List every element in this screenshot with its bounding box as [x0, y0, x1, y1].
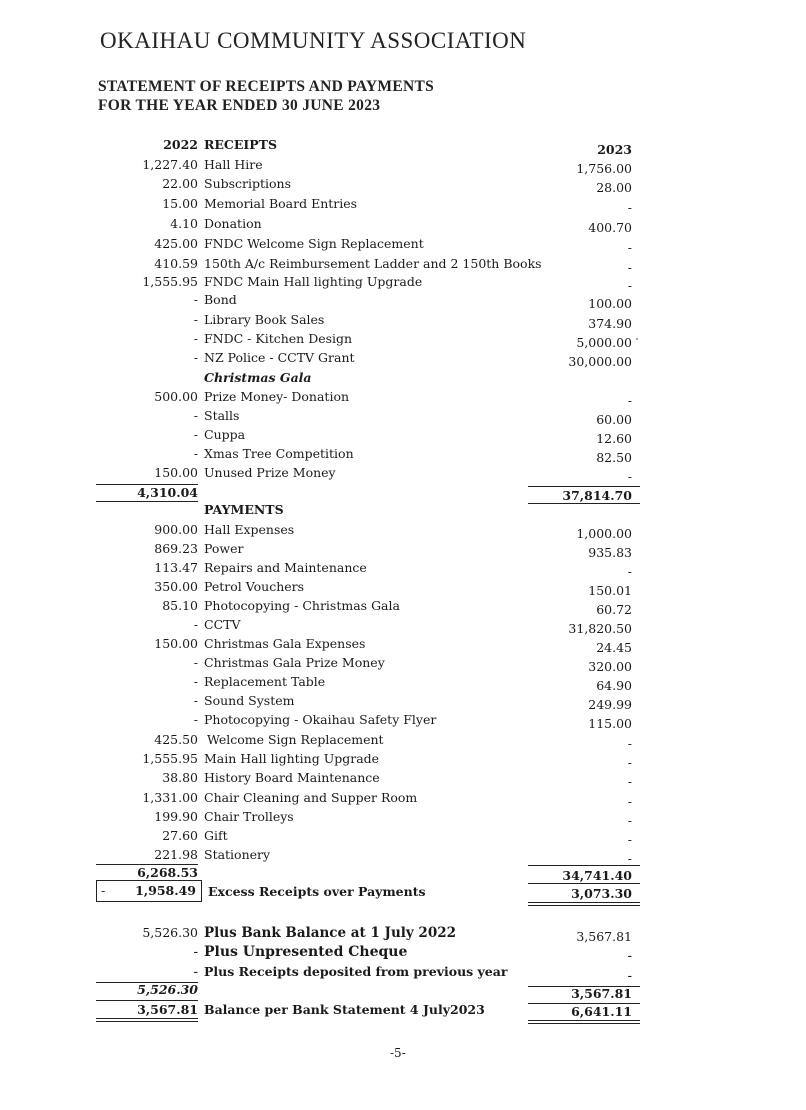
year-2022-header: 2022 [163, 137, 198, 152]
line-label: Plus Unpresented Cheque [204, 944, 408, 960]
bank-subtotal-2023: 3,567.81 [571, 986, 632, 1001]
table-row [0, 560, 806, 578]
line-label: Chair Cleaning and Supper Room [204, 790, 418, 805]
amount-2023: 400.70 [588, 220, 632, 235]
amount-2023: 935.83 [588, 545, 632, 560]
line-label: Christmas Gala Expenses [204, 636, 366, 651]
bank-subtotal-row [0, 982, 806, 1000]
amount-2022: 869.23 [154, 541, 198, 556]
rule-2023 [528, 905, 640, 906]
amount-2023: 60.72 [596, 602, 632, 617]
line-label: Repairs and Maintenance [204, 560, 367, 575]
statement-period: FOR THE YEAR ENDED 30 JUNE 2023 [98, 97, 381, 114]
table-row [0, 636, 806, 654]
amount-2022: 350.00 [154, 579, 198, 594]
bank-final-label: Balance per Bank Statement 4 July2023 [204, 1002, 485, 1017]
rule-2023 [528, 902, 640, 903]
amount-2023: - [627, 813, 632, 828]
amount-2022: 27.60 [162, 828, 198, 843]
amount-2023: - [627, 851, 632, 866]
excess-2023: 3,073.30 [571, 886, 632, 901]
line-label: Main Hall lighting Upgrade [204, 751, 380, 766]
table-row [0, 809, 806, 827]
table-row [0, 847, 806, 865]
line-label: Unused Prize Money [204, 465, 336, 480]
amount-2022: - [193, 292, 198, 307]
table-row [0, 674, 806, 692]
rule-2022 [96, 1000, 198, 1001]
payments-heading: PAYMENTS [204, 502, 284, 517]
line-label: Photocopying - Christmas Gala [204, 598, 400, 613]
line-label: Bond [204, 292, 237, 307]
amount-2023: 28.00 [596, 180, 632, 195]
line-label: Hall Expenses [204, 522, 295, 537]
amount-2023: 374.90 [588, 316, 632, 331]
amount-2023: - [627, 200, 632, 215]
table-row [0, 617, 806, 635]
table-row [0, 331, 806, 349]
amount-2023: - [627, 755, 632, 770]
receipts-total-2022: 4,310.04 [137, 485, 198, 500]
amount-2022: 425.50 [154, 732, 198, 747]
line-label: Prize Money- Donation [204, 389, 350, 404]
amount-2023: - [627, 968, 632, 984]
bank-final-2023: 6,641.11 [571, 1004, 632, 1019]
table-row [0, 312, 806, 330]
line-label: Hall Hire [204, 157, 263, 172]
table-row [0, 256, 806, 274]
amount-2022: - [193, 964, 198, 980]
line-label: Stalls [204, 408, 240, 423]
line-label: Chair Trolleys [204, 809, 294, 824]
table-row [0, 541, 806, 559]
line-label: Subscriptions [204, 176, 292, 191]
amount-2023: - [627, 774, 632, 789]
scan-speck [636, 338, 638, 340]
payments-header-row [0, 502, 806, 520]
amount-2022: - [193, 655, 198, 670]
bank-subtotal-2022: 5,526.30 [137, 982, 198, 997]
amount-2023: - [627, 832, 632, 847]
rule-2022 [96, 1021, 198, 1022]
amount-2022: 410.59 [154, 256, 198, 271]
table-row [0, 196, 806, 214]
amount-2022: 1,555.95 [142, 751, 198, 766]
page-number: -5- [390, 1046, 406, 1060]
excess-row [0, 884, 806, 902]
amount-2023: - [627, 260, 632, 275]
table-row [0, 655, 806, 673]
line-label: Replacement Table [204, 674, 326, 689]
table-row [0, 522, 806, 540]
excess-2022: 1,958.49 [135, 883, 196, 898]
amount-2022: 15.00 [162, 196, 198, 211]
amount-2022: 85.10 [162, 598, 198, 613]
amount-2022: 900.00 [154, 522, 198, 537]
gala-heading-row [0, 370, 806, 388]
amount-2023: 30,000.00 [568, 354, 632, 369]
amount-2023: 115.00 [588, 716, 632, 731]
line-label: CCTV [204, 617, 241, 632]
amount-2023: 100.00 [588, 296, 632, 311]
table-row [0, 157, 806, 175]
amount-2022: 113.47 [154, 560, 198, 575]
table-row [0, 408, 806, 426]
table-row [0, 598, 806, 616]
line-label: NZ Police - CCTV Grant [204, 350, 355, 365]
line-label: FNDC Welcome Sign Replacement [204, 236, 424, 251]
line-label: FNDC Main Hall lighting Upgrade [204, 274, 423, 289]
amount-2023: 1,000.00 [576, 526, 632, 541]
table-row [0, 944, 806, 962]
rule-2022 [96, 1018, 198, 1019]
table-row [0, 712, 806, 730]
table-row [0, 446, 806, 464]
table-row [0, 751, 806, 769]
table-row [0, 770, 806, 788]
year-2023-header: 2023 [597, 142, 632, 157]
line-label: History Board Maintenance [204, 770, 380, 785]
amount-2022: 5,526.30 [142, 925, 198, 940]
christmas-gala-heading: Christmas Gala [204, 370, 312, 385]
amount-2022: - [193, 712, 198, 727]
organization-name: OKAIHAU COMMUNITY ASSOCIATION [100, 28, 527, 53]
amount-2022: 1,555.95 [142, 274, 198, 289]
table-row [0, 828, 806, 846]
amount-2022: 38.80 [162, 770, 198, 785]
excess-label: Excess Receipts over Payments [208, 884, 426, 899]
line-label: Library Book Sales [204, 312, 325, 327]
line-label: Petrol Vouchers [204, 579, 305, 594]
table-row [0, 465, 806, 483]
amount-2023: 31,820.50 [568, 621, 632, 636]
amount-2023: 12.60 [596, 431, 632, 446]
table-row [0, 732, 806, 750]
table-row [0, 427, 806, 445]
line-label: Christmas Gala Prize Money [204, 655, 385, 670]
amount-2023: 150.01 [588, 583, 632, 598]
receipts-header-row [0, 137, 806, 155]
amount-2022: 150.00 [154, 465, 198, 480]
line-label: FNDC - Kitchen Design [204, 331, 353, 346]
line-label: Stationery [204, 847, 271, 862]
amount-2023: 60.00 [596, 412, 632, 427]
amount-2023: 82.50 [596, 450, 632, 465]
line-label: Sound System [204, 693, 295, 708]
table-row [0, 350, 806, 368]
amount-2023: 24.45 [596, 640, 632, 655]
amount-2022: 500.00 [154, 389, 198, 404]
receipts-heading: RECEIPTS [204, 137, 277, 152]
amount-2022: - [193, 617, 198, 632]
statement-title: STATEMENT OF RECEIPTS AND PAYMENTS [98, 78, 435, 95]
receipts-total-2023: 37,814.70 [562, 488, 632, 503]
line-label: Welcome Sign Replacement [207, 732, 384, 747]
line-label: Photocopying - Okaihau Safety Flyer [204, 712, 437, 727]
negative-sign: - [101, 883, 106, 898]
table-row [0, 216, 806, 234]
amount-2022: 1,227.40 [142, 157, 198, 172]
amount-2022: 22.00 [162, 176, 198, 191]
amount-2023: - [627, 794, 632, 809]
amount-2023: - [627, 736, 632, 751]
amount-2022: 221.98 [154, 847, 198, 862]
table-row [0, 790, 806, 808]
amount-2022: - [193, 427, 198, 442]
line-label: Xmas Tree Competition [204, 446, 354, 461]
amount-2023: - [627, 240, 632, 255]
amount-2022: 1,331.00 [142, 790, 198, 805]
amount-2023: 1,756.00 [576, 161, 632, 176]
payments-total-2022: 6,268.53 [137, 865, 198, 880]
table-row [0, 389, 806, 407]
line-label: Memorial Board Entries [204, 196, 358, 211]
amount-2023: - [627, 948, 632, 964]
amount-2022: - [193, 674, 198, 689]
line-label: 150th A/c Reimbursement Ladder and 2 150th Books [204, 256, 542, 271]
amount-2022: 4.10 [170, 216, 198, 231]
amount-2023: - [627, 469, 632, 484]
line-label: Plus Bank Balance at 1 July 2022 [204, 925, 457, 941]
amount-2022: - [193, 446, 198, 461]
table-row [0, 964, 806, 982]
table-row [0, 176, 806, 194]
amount-2023: 249.99 [588, 697, 632, 712]
amount-2023: - [627, 393, 632, 408]
amount-2022: - [193, 693, 198, 708]
rule-2023 [528, 1020, 640, 1021]
table-row [0, 579, 806, 597]
payments-total-2023: 34,741.40 [562, 868, 632, 883]
line-label: Plus Receipts deposited from previous year [204, 964, 508, 979]
line-label: Donation [204, 216, 262, 231]
bank-final-2022: 3,567.81 [137, 1002, 198, 1017]
table-row [0, 925, 806, 943]
amount-2023: 64.90 [596, 678, 632, 693]
amount-2022: - [193, 312, 198, 327]
line-label: Power [204, 541, 244, 556]
amount-2022: - [193, 408, 198, 423]
amount-2023: - [627, 564, 632, 579]
rule-2023 [528, 1023, 640, 1024]
amount-2023: - [627, 278, 632, 293]
table-row [0, 292, 806, 310]
amount-2022: 425.00 [154, 236, 198, 251]
table-row [0, 274, 806, 292]
line-label: Cuppa [204, 427, 246, 442]
amount-2022: - [193, 331, 198, 346]
amount-2022: - [193, 944, 198, 960]
line-label: Gift [204, 828, 228, 843]
amount-2022: - [193, 350, 198, 365]
amount-2023: 3,567.81 [576, 929, 632, 944]
table-row [0, 693, 806, 711]
amount-2022: 150.00 [154, 636, 198, 651]
amount-2023: 5,000.00 [576, 335, 632, 350]
table-row [0, 236, 806, 254]
amount-2023: 320.00 [588, 659, 632, 674]
amount-2022: 199.90 [154, 809, 198, 824]
